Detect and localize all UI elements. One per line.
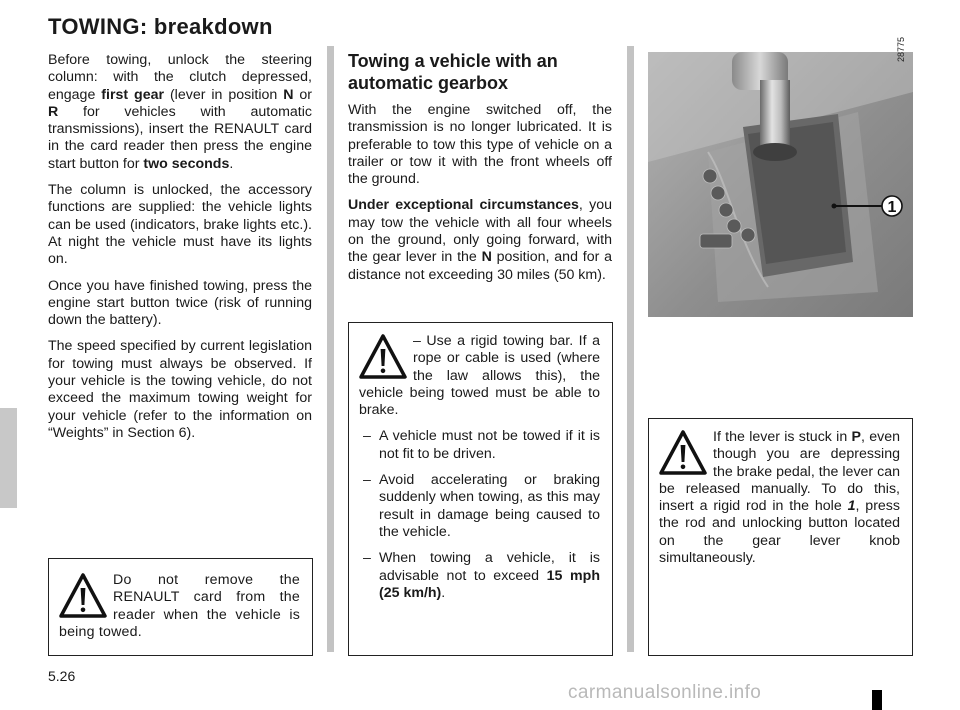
park-position-letter: P [851,429,861,445]
not-fit-item: – A vehicle must not be towed if it is not fit to be driven. [359,428,600,463]
speed-limit-end: . [441,584,446,601]
intro-text-run: R [48,103,59,120]
warning-triangle-icon [359,333,407,381]
column-divider-right [627,46,634,652]
stuck-lever-intro: If the lever is stuck in [713,429,852,445]
automatic-gearbox-column [348,102,612,293]
page-title: TOWING: breakdown [48,14,273,39]
column-unlocked-paragraph: The column is unlocked, the accessory functions are supplied: the vehicle lights can be used (indicators, brake lights etc.). At night the vehicle must have its lights on. [48,182,312,268]
section-tab [0,408,17,508]
intro-text-run: for vehicles with automatic transmissions), insert the RENAULT card in the card reader then press the engine start button for [48,103,312,172]
stuck-lever-end: , press the rod and unlocking button located on the gear lever knob simultaneously. [659,498,900,567]
neutral-position-letter: N [481,249,492,266]
speed-limit-value: 15 mph (25 km/h) [379,567,601,601]
stuck-lever-warning-box [648,418,913,656]
exceptional-circumstances-paragraph [348,197,612,283]
towing-warning-list [359,428,600,602]
engine-off-paragraph: With the engine switched off, the transmission is no longer lubricated. It is preferable to tow this type of vehicle on a trailer or tow it with the front wheels off the ground. [348,102,612,188]
warning-triangle-icon [659,429,707,477]
card-warning-box [48,558,313,656]
callout-number: 1 [887,199,897,216]
intro-text-run: Before towing, unlock the steering column: with the clutch depressed, engage [48,52,312,103]
intro-text-run: two seconds [143,155,230,172]
page-number: 5.26 [48,668,76,684]
towing-warning-box [348,322,613,656]
speed-limit-text: When towing a vehicle, it is advisable not to exceed [379,550,600,584]
watermark: carmanualsonline.info [568,682,762,703]
intro-column [48,52,312,451]
automatic-gearbox-heading: Towing a vehicle with an automatic gearbox [348,51,558,93]
distance-text: position, and for a distance not exceeding 30 miles (50 km). [348,249,612,283]
column-divider-left [327,46,334,652]
speed-limit-item [359,550,600,602]
intro-text-run: N [283,86,294,103]
unlock-steering-paragraph [48,52,312,173]
photo-reference-code: 28775 [896,36,906,62]
rigid-bar-item: – Use a rigid towing bar. If a rope or cable is used (where the law allows this), the vehicle being towed must be able to brake. [359,333,600,419]
avoid-braking-item: – Avoid accelerating or braking suddenly when towing, as this may result in damage being caused to the vehicle. [359,472,600,541]
exceptional-circumstances-label: Under exceptional circumstances [348,197,579,214]
towing-speed-paragraph: The speed specified by current legislation for towing must always be observed. If your vehicle is the towing vehicle, do not exceed the maximum towing weight for your vehicle (refer to the information on “Weights” in Section 6). [48,338,312,441]
finished-towing-paragraph: Once you have finished towing, press the engine start button twice (risk of running down the battery). [48,277,312,329]
intro-text-run: first gear [101,86,165,103]
intro-text-run: . [229,155,234,172]
hole-reference-number: 1 [847,498,856,515]
gear-lever-photo [648,52,913,317]
intro-text-run: or [293,86,313,103]
card-warning-text: Do not remove the RENAULT card from the reader when the vehicle is being towed. [59,572,300,640]
stuck-lever-middle: , even though you are depressing the brake pedal, the lever can be released manually. To do this, insert a rigid rod in the hole [659,429,900,515]
exceptional-text: , you may tow the vehicle with all four wheels on the ground, only going forward, with the gear lever in the [348,197,612,266]
page-corner-mark [872,690,882,710]
intro-text-run: (lever in position [164,86,284,103]
warning-triangle-icon [59,572,107,620]
